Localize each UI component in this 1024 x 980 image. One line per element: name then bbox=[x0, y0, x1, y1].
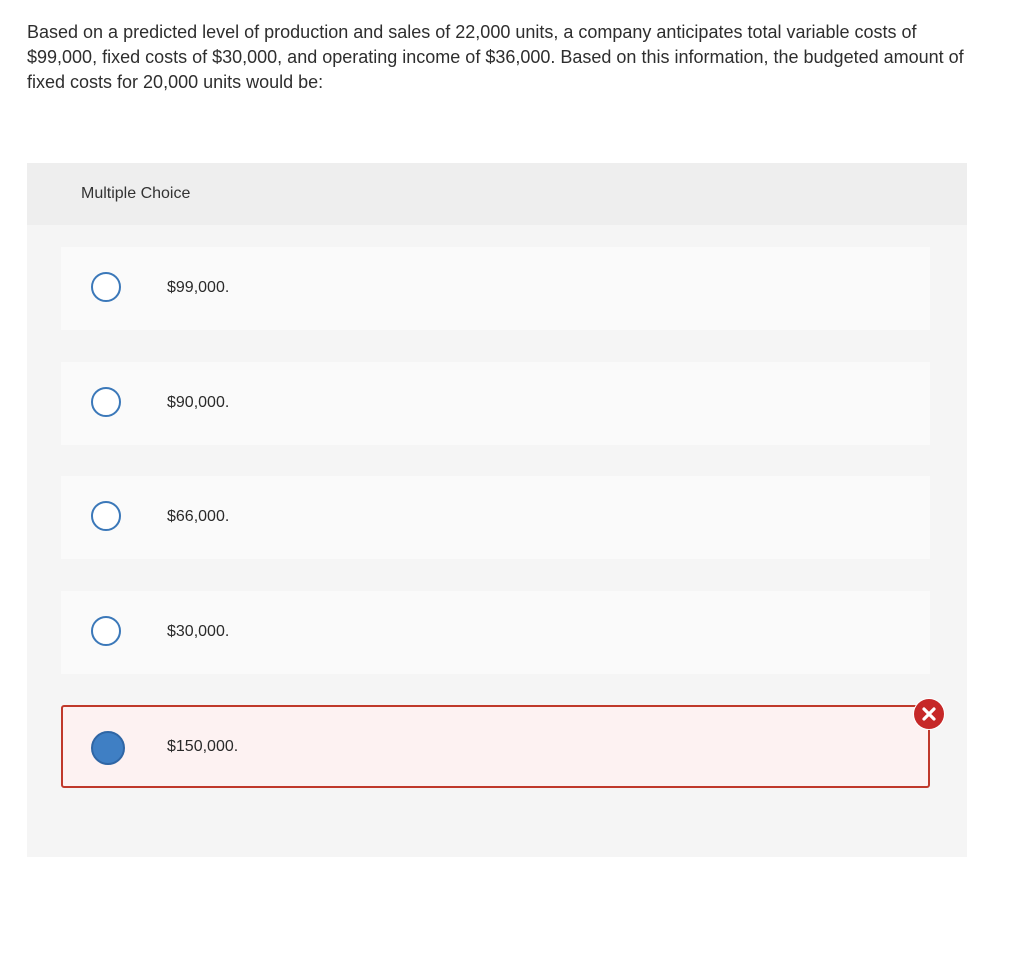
multiple-choice-panel bbox=[27, 163, 967, 857]
answer-option-2[interactable] bbox=[61, 362, 930, 445]
multiple-choice-title: Multiple Choice bbox=[81, 185, 191, 202]
radio-button[interactable] bbox=[91, 616, 121, 646]
radio-button[interactable] bbox=[91, 272, 121, 302]
question-text: Based on a predicted level of production and sales of 22,000 units, a company anticipates total variable costs of $99,000, fixed costs of $30,000, and operating income of $36,000. Based on this information, the budgeted amount of fixed costs for 20,000 units would be: bbox=[27, 22, 964, 92]
answer-label: $150,000. bbox=[167, 738, 239, 755]
answer-option-4[interactable] bbox=[61, 591, 930, 674]
answer-label: $30,000. bbox=[167, 623, 230, 640]
multiple-choice-header bbox=[27, 163, 967, 225]
radio-button[interactable] bbox=[91, 501, 121, 531]
answer-option-5-selected-incorrect[interactable] bbox=[61, 705, 930, 788]
answer-option-3[interactable] bbox=[61, 476, 930, 559]
radio-button[interactable] bbox=[91, 387, 121, 417]
answer-label: $90,000. bbox=[167, 394, 230, 411]
incorrect-badge bbox=[914, 699, 944, 729]
answer-option-1[interactable] bbox=[61, 247, 930, 330]
radio-button-selected[interactable] bbox=[91, 731, 125, 765]
answer-label: $99,000. bbox=[167, 279, 230, 296]
answer-label: $66,000. bbox=[167, 508, 230, 525]
close-icon bbox=[922, 707, 936, 721]
